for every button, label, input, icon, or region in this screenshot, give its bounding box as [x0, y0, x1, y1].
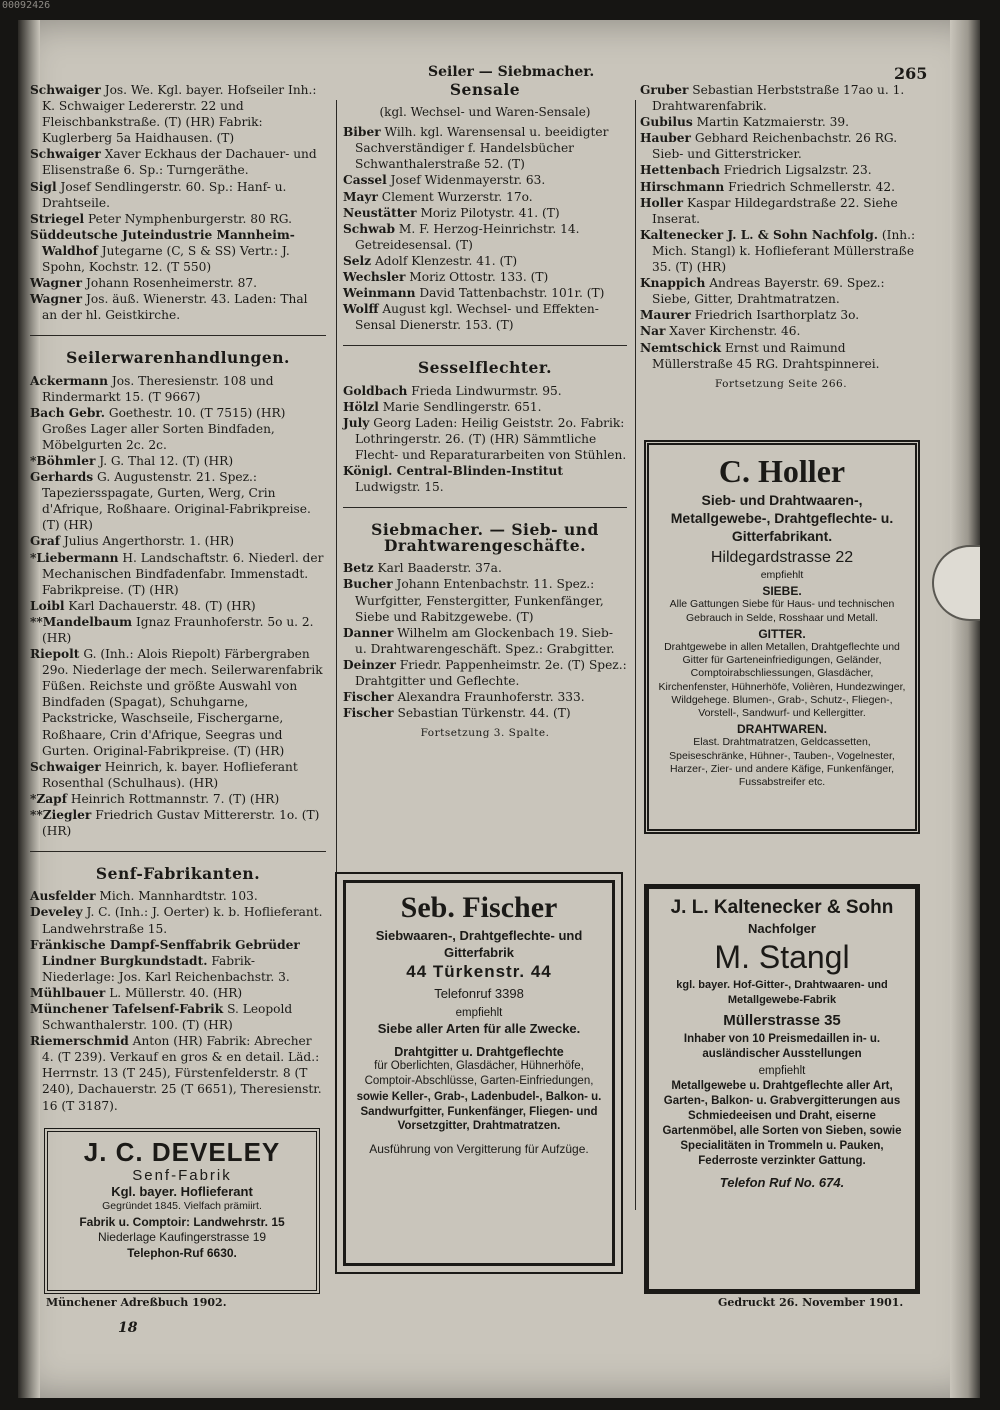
ad-line: Telefon Ruf No. 674. — [719, 1175, 845, 1190]
list-item: Süddeutsche Juteindustrie Mannheim-Waldhof Jutegarne (C, S & SS) Vertr.: J. Spohn, Kochstr. 12. (T 550) — [30, 227, 295, 275]
ad-line: Hildegardstrasse 22 — [710, 549, 854, 566]
ad-line: kgl. bayer. Hof-Gitter-, Drahtwaaren- und Metallgewebe-Fabrik — [676, 979, 888, 1006]
list-item: Wagner Johann Rosenheimerstr. 87. — [30, 276, 258, 291]
ad-line: Kgl. bayer. Hoflieferant — [111, 1183, 253, 1199]
list-item: Fränkische Dampf-Senffabrik Gebrüder Lindner Burgkundstadt. Fabrik-Niederlage: Jos. Karl Reichenbachstr. 3. — [30, 937, 300, 984]
continuation-note: Fortsetzung Seite 266. — [714, 377, 848, 390]
list-item: Biber Wilh. kgl. Warensensal u. beeidigter Sachverständiger f. Handelsbücher Schwanthalerstraße 52. (T) — [343, 125, 609, 172]
continuation-note: Fortsetzung 3. Spalte. — [420, 727, 550, 740]
ad-title: J. C. DEVELEY — [83, 1137, 281, 1167]
list-item: Schwaiger Jos. We. Kgl. bayer. Hofseiler Inh.: K. Schwaiger Ledererstr. 22 und Fleischbankstraße. (T) (HR) Fabrik: Kuglerberg 5a Haidhausen. (T) — [30, 83, 317, 146]
ad-line: Elast. Drahtmatratzen, Geldcassetten, Speiseschränke, Hühner-, Tauben-, Vogelnester, Harzer-, Zier- und andere Käfige, Funkenfänger, Fussabstreifer etc. — [669, 736, 895, 789]
ad-line: empfiehlt — [455, 1006, 503, 1019]
list-item: Nar Xaver Kirchenstr. 46. — [640, 324, 801, 339]
ad-line: Telefonruf 3398 — [434, 986, 524, 1001]
column-divider — [336, 100, 337, 1260]
section-rule — [30, 851, 326, 852]
list-item: Develey J. C. (Inh.: J. Oerter) k. b. Hoflieferant. Landwehrstraße 15. — [30, 905, 323, 936]
ad-line: Inhaber von 10 Preismedaillen in- u. ausländischer Ausstellungen — [683, 1033, 881, 1060]
list-item: Selz Adolf Klenzestr. 41. (T) — [343, 253, 518, 268]
sessel-list — [343, 383, 627, 496]
running-header: Seiler — Siebmacher. — [428, 64, 595, 80]
section-rule — [343, 345, 627, 346]
list-item: Wechsler Moriz Ottostr. 133. (T) — [343, 270, 549, 285]
list-item: Striegel Peter Nymphenburgerstr. 80 RG. — [30, 211, 292, 226]
list-item: Wagner Jos. äuß. Wienerstr. 43. Laden: Thal an der hl. Geistkirche. — [30, 292, 308, 323]
list-item: Königl. Central-Blinden-Institut Ludwigstr. 15. — [343, 463, 563, 495]
list-item: Schwab M. F. Herzog-Heinrichstr. 14. Getreidesensal. (T) — [343, 221, 580, 252]
column-divider — [635, 100, 636, 1210]
thumb-index-tab — [932, 545, 980, 621]
list-item: Ackermann Jos. Theresienstr. 108 und Rindermarkt 15. (T 9667) — [30, 373, 274, 404]
list-item: Bach Gebr. Goethestr. 10. (T 7515) (HR) Großes Lager aller Sorten Bindfaden, Möbelgurten 2c. 2c. — [30, 405, 286, 452]
list-item: Ausfelder Mich. Mannhardtstr. 103. — [30, 889, 258, 904]
list-item: Sigl Josef Sendlingerstr. 60. Sp.: Hanf- u. Drahtseile. — [30, 179, 287, 210]
develey-advertisement — [44, 1128, 320, 1294]
list-item: Knappich Andreas Bayerstr. 69. Spez.: Siebe, Gitter, Drahtmatratzen. — [640, 276, 885, 307]
ad-line: Nachfolger — [748, 921, 816, 936]
list-item: Fischer Alexandra Fraunhoferstr. 333. — [343, 690, 585, 705]
ad-title: C. Holler — [718, 453, 846, 489]
ad-line: Drahtgitter u. Drahtgeflechte — [394, 1044, 564, 1059]
stangl-advertisement — [644, 884, 920, 1294]
section-heading: Senf-Fabrikanten. — [95, 864, 261, 884]
ad-line: Gegründet 1845. Vielfach prämiirt. — [102, 1200, 262, 1212]
list-item: Neustätter Moriz Pilotystr. 41. (T) — [343, 205, 560, 220]
ad-line: 44 Türkenstr. 44 — [406, 962, 552, 981]
sensale-list — [343, 124, 627, 333]
ad-line: M. Stangl — [714, 939, 850, 975]
list-item: Riepolt G. (Inh.: Alois Riepolt) Färbergraben 29o. Niederlage der mech. Seilerwarenfabrik Füßen. Reichste und größte Auswahl von Bindfaden (Spagat), Schuhgarne, Packstricke, Waschseile, Fischergarne, Roßhaare, Crin d'Afrique, Seegras und Gurten. Original-Fabrikpreise. (T) (HR) — [30, 647, 323, 758]
ad-line: Drahtgewebe in allen Metallen, Drahtgeflechte und Gitter für Garteneinfriedigungen, Geländer, Comptoirabschliessungen, Glasdächer, Kirchenfenster, Hühnerhöfe, Volièren, Hundezwinger, Wildgehege. Blumen-, Grab-, Schutz-, Fliegen-, Vorstell-, Sandwurf- und Kellergitter. — [658, 641, 906, 720]
list-item: Danner Wilhelm am Glockenbach 19. Sieb- u. Drahtwarengeschäft. Spez.: Grabgitter. — [343, 625, 615, 656]
section-subheading: (kgl. Wechsel- und Waren-Sensale) — [379, 105, 591, 120]
page-number: 265 — [894, 64, 928, 83]
ad-subheading: SIEBE. — [762, 584, 802, 599]
list-item: Bucher Johann Entenbachstr. 11. Spez.: Wurfgitter, Fenstergitter, Funkenfänger, Siebe und Rabitzgewebe. (T) — [343, 577, 604, 624]
footer-left: Münchener Adreßbuch 1902. — [46, 1296, 227, 1309]
ad-subheading: DRAHTWAREN. — [737, 722, 827, 737]
ad-subheading: GITTER. — [758, 626, 806, 641]
column-1 — [30, 82, 326, 1114]
signature-mark: 18 — [118, 1320, 138, 1336]
list-item: **Mandelbaum Ignaz Fraunhoferstr. 5o u. 2. (HR) — [30, 614, 314, 645]
section-heading: Sesselflechter. — [417, 358, 553, 378]
fischer-advertisement — [343, 880, 615, 1266]
list-item: Holler Kaspar Hildegardstraße 22. Siehe Inserat. — [640, 195, 898, 226]
ad-line: sowie Keller-, Grab-, Ladenbudel-, Balkon- u. Sandwurfgitter, Funkenfänger, Fliegen- und Vorsetzgitter, Drahtmatratzen. — [356, 1091, 602, 1132]
list-item: Weinmann David Tattenbachstr. 101r. (T) — [343, 286, 605, 301]
column-3 — [640, 82, 922, 392]
seiler-list — [30, 82, 326, 323]
ad-title: Seb. Fischer — [400, 891, 558, 924]
ad-line: Fabrik u. Comptoir: Landwehrstr. 15 — [79, 1214, 285, 1229]
list-item: Graf Julius Angerthorstr. 1. (HR) — [30, 534, 234, 549]
list-item: Mühlbauer L. Müllerstr. 40. (HR) — [30, 985, 243, 1000]
list-item: Fischer Sebastian Türkenstr. 44. (T) — [343, 706, 571, 721]
ad-line: empfiehlt — [758, 1065, 806, 1077]
list-item: July Georg Laden: Heilig Geiststr. 2o. Fabrik: Lothringerstr. 26. (T) (HR) Sämmtliche Flecht- und Reparaturarbeiten von Stühlen. — [343, 415, 627, 462]
list-item: **Ziegler Friedrich Gustav Mittererstr. 1o. (T) (HR) — [30, 808, 320, 839]
ad-line: Metallgewebe u. Drahtgeflechte aller Art, Garten-, Balkon- u. Grabvergitterungen aus Schmiedeeisen und Draht, eiserne Gartenmöbel, alle Sorten von Sieben, sowie Specialitäten in Trommeln u. Pauken, Federroste verzinkter Gattung. — [662, 1080, 902, 1167]
page-edge — [950, 20, 980, 1398]
list-item: Hölzl Marie Sendlingerstr. 651. — [343, 399, 542, 414]
holler-advertisement — [644, 440, 920, 834]
list-item: Gerhards G. Augustenstr. 21. Spez.: Tapeziersspagate, Gurten, Werg, Crin d'Afrique, Roßhaare. Original-Fabrikpreise. (T) (HR) — [30, 470, 311, 533]
ad-line: empfiehlt — [760, 569, 804, 581]
ad-title: J. L. Kaltenecker & Sohn — [670, 897, 894, 918]
list-item: *Böhmler J. G. Thal 12. (T) (HR) — [30, 453, 234, 468]
directory-page — [18, 20, 980, 1398]
list-item: Kaltenecker J. L. & Sohn Nachfolg. (Inh.: Mich. Stangl) k. Hoflieferant Müllerstraße 35. (T) (HR) — [640, 227, 916, 275]
section-heading: Seilerwarenhandlungen. — [66, 348, 290, 368]
list-item: Münchener Tafelsenf-Fabrik S. Leopold Schwanthalerstr. 100. (T) (HR) — [30, 1001, 293, 1033]
scan-id: 00092426 — [2, 0, 51, 11]
list-item: Riemerschmid Anton (HR) Fabrik: Abrecher 4. (T 239). Verkauf en gros & en detail. Läd.: Herrnstr. 13 (T 245), Fürstenfelderstr. 8 (T 240), Dachauerstr. 25 (T 6651), Theresienstr. 16 (T 3187). — [30, 1034, 322, 1113]
list-item: Schwaiger Xaver Eckhaus der Dachauer- und Elisenstraße 6. Sp.: Turngeräthe. — [30, 147, 317, 178]
list-item: Wolff August kgl. Wechsel- und Effekten-Sensal Dienerstr. 153. (T) — [343, 302, 599, 333]
list-item: Deinzer Friedr. Pappenheimstr. 2e. (T) Spez.: Drahtgitter und Geflechte. — [343, 657, 627, 688]
list-item: Cassel Josef Widenmayerstr. 63. — [343, 173, 546, 188]
list-item: Maurer Friedrich Isarthorplatz 3o. — [640, 308, 860, 323]
list-item: Loibl Karl Dachauerstr. 48. (T) (HR) — [30, 598, 256, 613]
ad-line: Siebe aller Arten für alle Zwecke. — [377, 1021, 581, 1036]
seilerwaren-list — [30, 373, 326, 840]
list-item: *Liebermann H. Landschaftstr. 6. Niederl. der Mechanischen Bindfadenfabr. Immenstadt. Fabrikpreise. (T) (HR) — [30, 550, 324, 597]
ad-line: Niederlage Kaufingerstrasse 19 — [97, 1230, 267, 1244]
ad-line: Senf-Fabrik — [132, 1167, 232, 1184]
senf-list — [30, 888, 326, 1113]
list-item: Mayr Clement Wurzerstr. 17o. — [343, 189, 533, 204]
ad-line: Müllerstrasse 35 — [723, 1012, 841, 1029]
sieb-continued-list — [640, 82, 922, 372]
list-item: Nemtschick Ernst und Raimund Müllerstraße 45 RG. Drahtspinnerei. — [640, 340, 880, 371]
list-item: Gubilus Martin Katzmaierstr. 39. — [640, 115, 849, 130]
section-heading: Sensale — [449, 80, 521, 99]
list-item: Hirschmann Friedrich Schmellerstr. 42. — [640, 179, 895, 194]
ad-line: Sieb- und Drahtwaaren-, Metallgewebe-, Drahtgeflechte- u. Gitterfabrikant. — [670, 492, 894, 544]
list-item: Betz Karl Baaderstr. 37a. — [343, 561, 502, 576]
section-heading: Siebmacher. — Sieb- und Drahtwarengeschäfte. — [371, 520, 599, 556]
footer-right: Gedruckt 26. November 1901. — [718, 1296, 904, 1309]
list-item: Schwaiger Heinrich, k. bayer. Hoflieferant Rosenthal (Schulhaus). (HR) — [30, 759, 298, 790]
ad-line: Telephon-Ruf 6630. — [127, 1245, 237, 1260]
column-2 — [343, 82, 627, 741]
section-rule — [30, 335, 326, 336]
ad-line: Ausführung von Vergitterung für Aufzüge. — [369, 1141, 589, 1156]
ad-line: Siebwaaren-, Drahtgeflechte- und Gitterfabrik — [375, 928, 583, 960]
sieb-list — [343, 560, 627, 721]
ad-line: Alle Gattungen Siebe für Haus- und technischen Gebrauch in Selde, Rosshaar und Metall. — [669, 598, 895, 624]
section-rule — [343, 507, 627, 508]
list-item: Gruber Sebastian Herbststraße 17ao u. 1. Drahtwarenfabrik. — [640, 83, 905, 114]
list-item: *Zapf Heinrich Rottmannstr. 7. (T) (HR) — [30, 791, 280, 806]
list-item: Goldbach Frieda Lindwurmstr. 95. — [343, 383, 562, 398]
list-item: Hettenbach Friedrich Ligsalzstr. 23. — [640, 163, 872, 178]
ad-line: für Oberlichten, Glasdächer, Hühnerhöfe, Comptoir-Abschlüsse, Garten-Einfriedungen, — [364, 1060, 594, 1087]
list-item: Hauber Gebhard Reichenbachstr. 26 RG. Sieb- und Gitterstricker. — [640, 131, 898, 162]
